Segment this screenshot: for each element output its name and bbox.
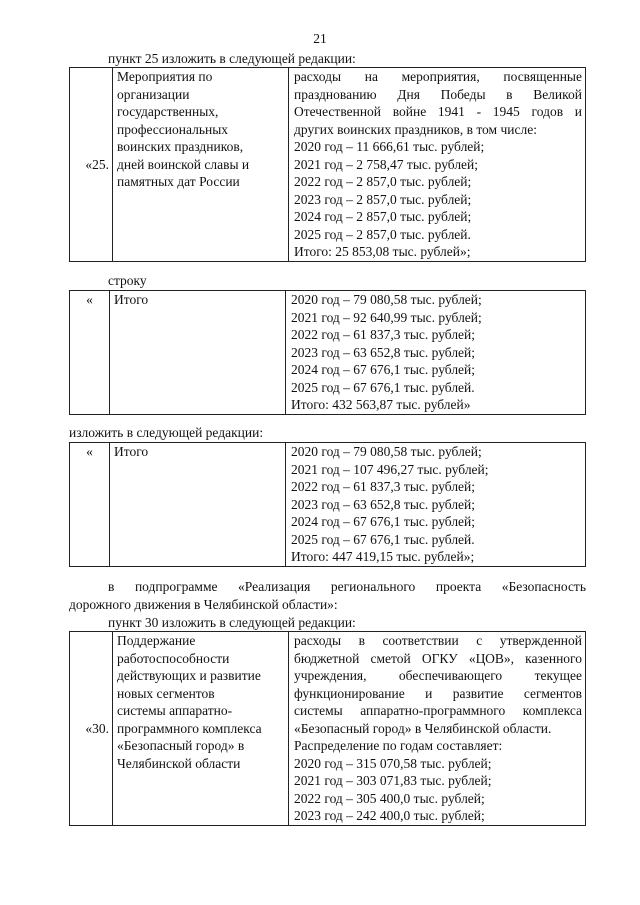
item-content xyxy=(289,632,586,826)
content-line: «Безопасный город» в Челябинской области. xyxy=(294,720,552,736)
table-item-25 xyxy=(69,67,586,262)
table-new-total xyxy=(69,442,586,567)
table-row xyxy=(70,632,586,826)
name-line: Мероприятия по xyxy=(117,69,213,84)
content-line: 2025 год – 67 676,1 тыс. рублей. xyxy=(291,379,475,395)
name-line: дней воинской славы и xyxy=(117,156,250,172)
name-line: Челябинской области xyxy=(117,755,241,771)
content-line: 2024 год – 67 676,1 тыс. рублей; xyxy=(291,362,476,377)
item-name xyxy=(113,68,289,262)
content-line: празднованию Дня Победы в Великой xyxy=(294,86,582,102)
name-line: государственных, xyxy=(117,104,219,119)
intro-item-30: пункт 30 изложить в следующей редакции: xyxy=(108,615,356,630)
label-stroku: строку xyxy=(108,273,147,288)
name-line: новых сегментов xyxy=(117,685,215,701)
name-line: системы аппаратно- xyxy=(117,703,233,718)
item-name: Итого xyxy=(110,443,286,567)
content-line: 2024 год – 67 676,1 тыс. рублей; xyxy=(291,514,476,529)
content-line: Отечественной войне 1941 - 1945 годов и xyxy=(294,104,582,119)
content-line: 2023 год – 242 400,0 тыс. рублей; xyxy=(294,808,485,823)
table-old-total xyxy=(69,290,586,415)
item-number: « xyxy=(70,291,110,415)
content-line: 2020 год – 315 070,58 тыс. рублей; xyxy=(294,755,492,771)
content-line: 2021 год – 303 071,83 тыс. рублей; xyxy=(294,773,492,788)
subprogram-paragraph xyxy=(69,578,586,613)
name-line: памятных дат России xyxy=(117,174,240,189)
content-line: 2022 год – 61 837,3 тыс. рублей; xyxy=(291,327,476,342)
name-line: действующих и развитие xyxy=(117,668,261,683)
content-line: 2022 год – 2 857,0 тыс. рублей; xyxy=(294,174,472,189)
content-line: Итого: 447 419,15 тыс. рублей»; xyxy=(291,549,475,564)
content-line: 2020 год – 79 080,58 тыс. рублей; xyxy=(291,292,482,307)
name-line: работоспособности xyxy=(117,650,230,666)
content-line: 2021 год – 107 496,27 тыс. рублей; xyxy=(291,461,489,477)
content-line: Итого: 25 853,08 тыс. рублей»; xyxy=(294,244,471,259)
content-line: 2021 год – 92 640,99 тыс. рублей; xyxy=(291,309,482,325)
content-line: функционирование и развитие сегментов xyxy=(294,685,582,701)
content-line: расходы в соответствии с утвержденной xyxy=(294,633,582,648)
content-line: 2020 год – 79 080,58 тыс. рублей; xyxy=(291,444,482,459)
content-line: 2023 год – 2 857,0 тыс. рублей; xyxy=(294,191,472,207)
content-line: 2020 год – 11 666,61 тыс. рублей; xyxy=(294,139,485,154)
item-content xyxy=(289,68,586,262)
table-item-30 xyxy=(69,631,586,826)
content-line: Итого: 432 563,87 тыс. рублей» xyxy=(291,397,471,412)
name-line: программного комплекса xyxy=(117,720,262,736)
content-line: системы аппаратно-программного комплекса xyxy=(294,703,582,718)
item-content xyxy=(286,291,586,415)
intro-item-25: пункт 25 изложить в следующей редакции: xyxy=(108,51,356,66)
subprogram-line: дорожного движения в Челябинской области»: xyxy=(69,596,338,612)
item-name: Итого xyxy=(110,291,286,415)
content-line: 2021 год – 2 758,47 тыс. рублей; xyxy=(294,156,479,172)
content-line: 2022 год – 305 400,0 тыс. рублей; xyxy=(294,790,485,806)
table-row xyxy=(70,291,586,415)
item-number: «25. xyxy=(70,68,113,262)
item-name xyxy=(113,632,289,826)
content-line: бюджетной сметой ОГКУ «ЦОВ», казенного xyxy=(294,650,582,666)
item-number: « xyxy=(70,443,110,567)
item-number: «30. xyxy=(70,632,113,826)
content-line: 2025 год – 67 676,1 тыс. рублей. xyxy=(291,531,475,547)
subprogram-line: в подпрограмме «Реализация регионального проекта «Безопасность xyxy=(108,579,586,594)
content-line: Распределение по годам составляет: xyxy=(294,738,503,753)
label-new-edition: изложить в следующей редакции: xyxy=(69,425,264,440)
name-line: воинских праздников, xyxy=(117,139,244,154)
content-line: 2025 год – 2 857,0 тыс. рублей. xyxy=(294,226,471,242)
content-line: 2023 год – 63 652,8 тыс. рублей; xyxy=(291,344,476,360)
name-line: профессиональных xyxy=(117,121,229,137)
name-line: организации xyxy=(117,86,190,102)
name-line: Поддержание xyxy=(117,633,196,648)
content-line: 2024 год – 2 857,0 тыс. рублей; xyxy=(294,209,472,224)
content-line: других воинских праздников, в том числе: xyxy=(294,121,537,137)
table-row xyxy=(70,443,586,567)
table-row xyxy=(70,68,586,262)
content-line: учреждения, обеспечивающего текущее xyxy=(294,668,582,683)
item-content xyxy=(286,443,586,567)
name-line: «Безопасный город» в xyxy=(117,738,245,753)
content-line: 2022 год – 61 837,3 тыс. рублей; xyxy=(291,479,476,494)
content-line: расходы на мероприятия, посвященные xyxy=(294,69,582,84)
page-number: 21 xyxy=(313,31,327,46)
content-line: 2023 год – 63 652,8 тыс. рублей; xyxy=(291,496,476,512)
